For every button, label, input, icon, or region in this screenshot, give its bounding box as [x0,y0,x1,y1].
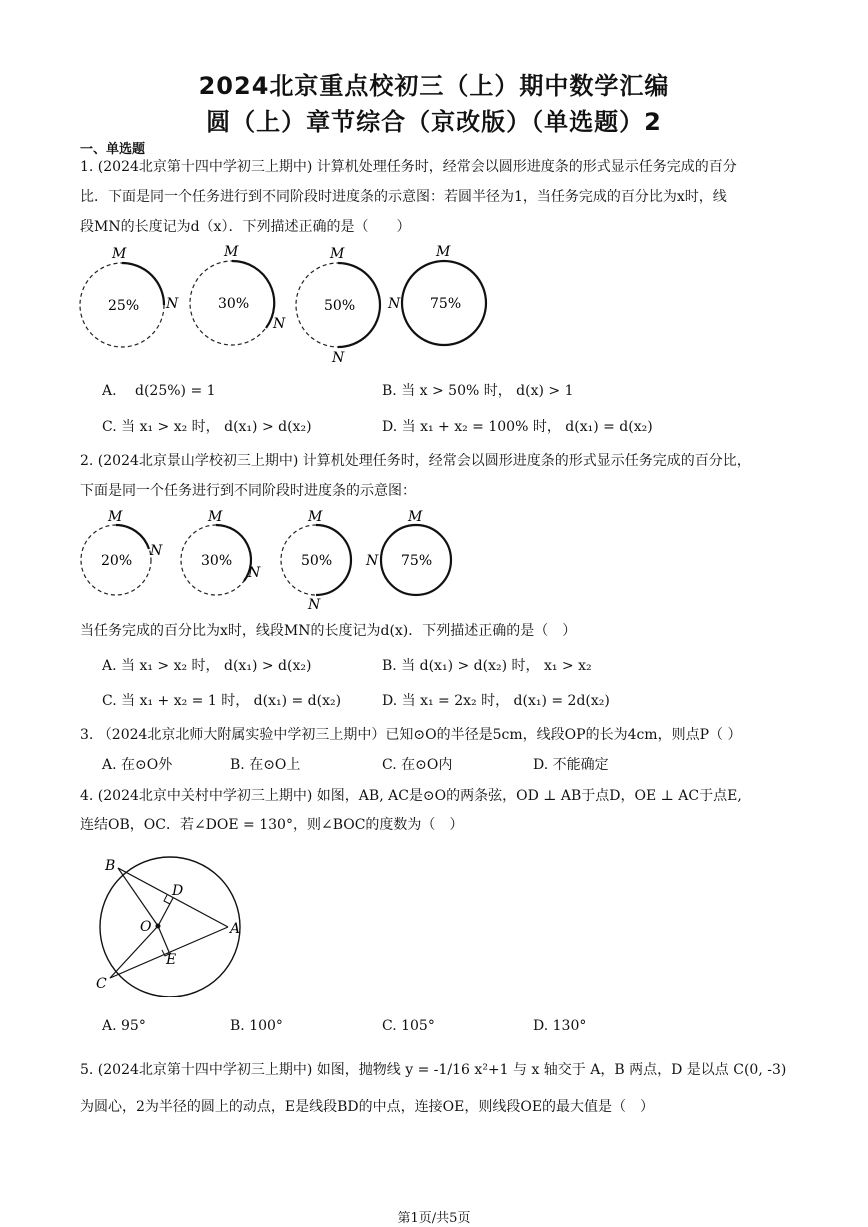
q1-circle1-m: M [112,246,127,262]
q2-circle1-n: N [150,543,163,559]
q3-option-d[interactable]: D. 不能确定 [533,757,609,773]
q5-line2: 为圆心，2为半径的圆上的动点，E是线段BD的中点，连接OE，则线段OE的最大值是（ ） [80,1099,655,1115]
q2-line2: 下面是同一个任务进行到不同阶段时进度条的示意图： [80,483,416,499]
q3-line1: 3. （2024北京北师大附属实验中学初三上期中）已知⊙O的半径是5cm，线段OP的长为4cm，则点P（ ） [80,727,742,743]
q1-option-a[interactable]: A. d(25%) = 1 [102,383,216,399]
page-number: 第1页/共5页 [397,1211,471,1226]
q4-option-b[interactable]: B. 100° [230,1018,283,1034]
q4-line2: 连结OB，OC．若∠DOE = 130°，则∠BOC的度数为（ ） [80,817,464,833]
q2-option-a[interactable]: A. 当 x₁ > x₂ 时， d(x₁) > d(x₂) [102,658,312,674]
q1-circle-75 [387,244,486,345]
q2-circle1-percent: 20% [101,553,133,569]
q2-circle2-percent: 30% [201,553,233,569]
q1-circle-25 [80,246,179,347]
q1-circle-30 [190,244,286,345]
q1-circle4-percent: 75% [430,296,462,312]
q1-circle2-m: M [224,244,239,260]
q1-circle4-m: M [436,244,451,260]
q1-line3: 段MN的长度记为d（x）．下列描述正确的是（ ） [80,219,411,235]
q4-label-d: D [172,883,184,899]
q1-circle3-percent: 50% [324,298,356,314]
q2-circle3-percent: 50% [301,553,333,569]
q2-circle3-n: N [308,597,321,613]
q4-option-c[interactable]: C. 105° [382,1018,435,1034]
q4-label-o: O [140,919,152,935]
q2-circle-50 [281,509,351,613]
q3-option-a[interactable]: A. 在⊙O外 [102,757,173,773]
q4-label-b: B [105,858,116,874]
q5-line1: 5. (2024北京第十四中学初三上期中) 如图，抛物线 y = -1/16 x²+1 与 x 轴交于 A，B 两点，D 是以点 C(0, -3) [80,1062,787,1078]
q3-option-b[interactable]: B. 在⊙O上 [230,757,301,773]
q2-circle-20 [81,509,163,595]
q2-circle4-m: M [408,509,423,525]
q1-circle2-n: N [273,316,286,332]
q1-circle1-percent: 25% [108,298,140,314]
q2-option-c[interactable]: C. 当 x₁ + x₂ = 1 时， d(x₁) = d(x₂) [102,693,342,709]
q2-circle-75 [365,509,451,595]
q4-label-a: A [230,921,241,937]
section-heading: 一、单选题 [80,142,146,157]
page-title-line1: 2024北京重点校初三（上）期中数学汇编 [198,72,670,100]
q1-circle-50 [296,246,380,366]
q1-option-c[interactable]: C. 当 x₁ > x₂ 时， d(x₁) > d(x₂) [102,419,312,435]
q2-circle1-m: M [108,509,123,525]
q1-option-d[interactable]: D. 当 x₁ + x₂ = 100% 时， d(x₁) = d(x₂) [382,419,653,435]
q4-option-d[interactable]: D. 130° [533,1018,587,1034]
q3-option-c[interactable]: C. 在⊙O内 [382,757,453,773]
q1-circle1-n: N [166,296,179,312]
q1-progress-figure [70,242,500,367]
q1-circle3-m: M [330,246,345,262]
q1-circle2-percent: 30% [218,296,250,312]
q4-option-a[interactable]: A. 95° [102,1018,146,1034]
q1-line1: 1. (2024北京第十四中学初三上期中) 计算机处理任务时，经常会以圆形进度条的形式显示任务完成的百分 [80,159,737,175]
q2-circle-30 [181,509,261,595]
q4-label-e: E [166,952,177,968]
q1-circle3-n: N [332,350,345,366]
q1-circle4-n: N [388,296,401,312]
q2-circle4-percent: 75% [401,553,433,569]
q1-option-b[interactable]: B. 当 x > 50% 时， d(x) > 1 [382,383,574,399]
q4-circle-figure [90,852,250,997]
q2-option-d[interactable]: D. 当 x₁ = 2x₂ 时， d(x₁) = 2d(x₂) [382,693,610,709]
q2-line1: 2. (2024北京景山学校初三上期中) 计算机处理任务时，经常会以圆形进度条的形式显示任务完成的百分比， [80,453,751,469]
q4-label-c: C [96,976,107,992]
q4-line1: 4. (2024北京中关村中学初三上期中) 如图，AB, AC是⊙O的两条弦，OD ⊥ AB于点D，OE ⊥ AC于点E, [80,788,742,804]
q2-circle4-n: N [366,553,379,569]
page-title-line2: 圆（上）章节综合（京改版）（单选题）2 [206,108,662,136]
q2-progress-figure [70,505,470,613]
q2-line3: 当任务完成的百分比为x时，线段MN的长度记为d(x)．下列描述正确的是（ ） [80,623,577,639]
q2-circle2-n: N [248,565,261,581]
q2-option-b[interactable]: B. 当 d(x₁) > d(x₂) 时， x₁ > x₂ [382,658,592,674]
q1-line2: 比．下面是同一个任务进行到不同阶段时进度条的示意图：若圆半径为1，当任务完成的百分比为x时，线 [80,189,727,205]
q2-circle3-m: M [308,509,323,525]
q2-circle2-m: M [208,509,223,525]
